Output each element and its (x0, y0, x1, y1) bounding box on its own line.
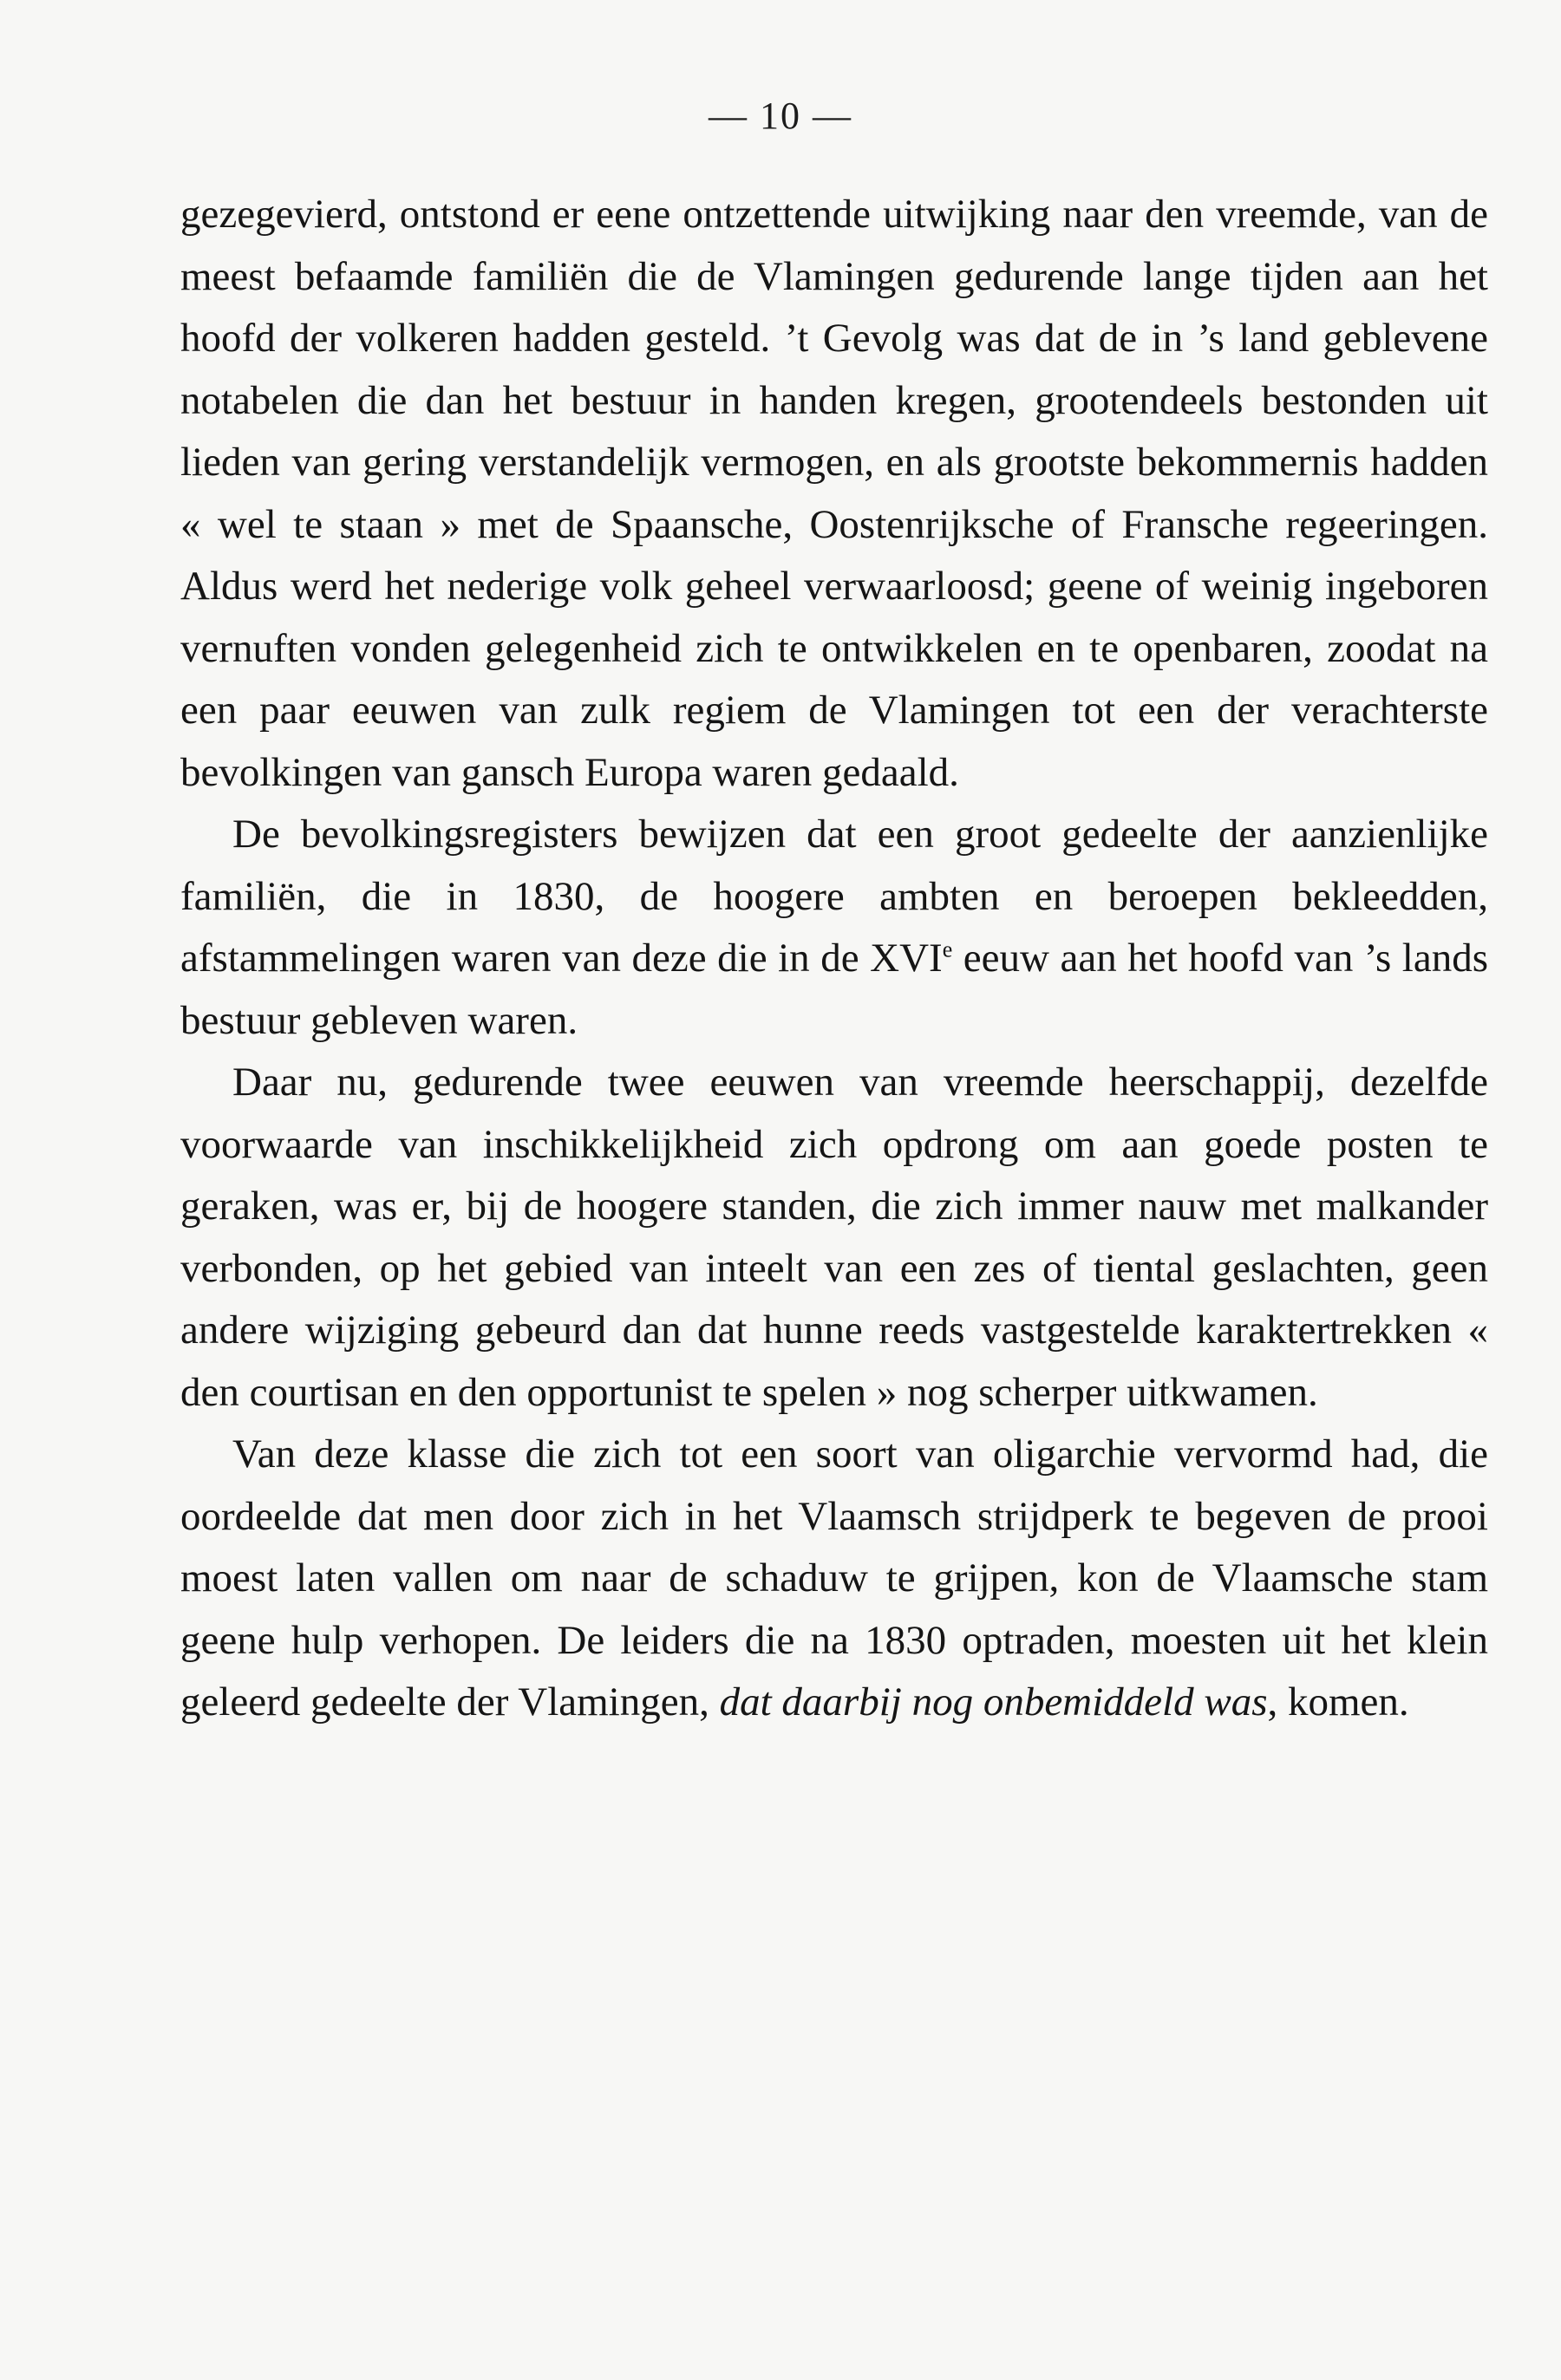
paragraph-4 (180, 1424, 1488, 1734)
paragraph-4-text-after: , komen. (1267, 1679, 1409, 1725)
page-number: — 10 — (709, 95, 852, 137)
page-body (180, 184, 1488, 1734)
paragraph-4-text-before: Van deze klasse die zich tot een soort van oligarchie vervormd had, die oordeelde dat men door zich in het Vlaamsch strijdperk te begeven de prooi moest laten vallen om naar de schaduw te grijpen, kon de Vlaamsche stam geene hulp verhopen. De leiders die na 1830 optraden, moesten uit het klein geleerd gedeelte der Vlamingen, (180, 1431, 1488, 1725)
paragraph-2-text-after: eeuw aan het hoofd van ’s lands bestuur gebleven waren. (180, 936, 1489, 1043)
paragraph-4-italic-phrase: dat daarbij nog onbemiddeld was (719, 1679, 1268, 1725)
paragraph-2 (180, 804, 1488, 1052)
paragraph-2-text-before: De bevolkingsregisters bewijzen dat een groot gedeelte der aanzienlijke familiën, die in 1830, de hoogere ambten en beroepen bekleedden, afstammelingen waren van deze die in de XVI (180, 812, 1488, 981)
century-superscript: e (942, 936, 953, 962)
paragraph-3: Daar nu, gedurende twee eeuwen van vreemde heerschappij, dezelfde voorwaarde van inschikkelijkheid zich opdrong om aan goede posten te geraken, was er, bij de hoogere standen, die zich immer nauw met malkander verbonden, op het gebied van inteelt van een zes of tiental geslachten, geen andere wijziging gebeurd dan dat hunne reeds vastgestelde karaktertrekken « den courtisan en den opportunist te spelen » nog scherper uitkwamen. (180, 1060, 1488, 1415)
paragraph-1: gezegevierd, ontstond er eene ontzettende uitwijking naar den vreemde, van de meest befaamde familiën die de Vlamingen gedurende lange tijden aan het hoofd der volkeren hadden gesteld. ’t Gevolg was dat de in ’s land geblevene notabelen die dan het bestuur in handen kregen, grootendeels bestonden uit lieden van gering verstandelijk vermogen, en als grootste bekommernis hadden « wel te staan » met de Spaansche, Oostenrijksche of Fransche regeeringen. Aldus werd het nederige volk geheel verwaarloosd; geene of weinig ingeboren vernuften vonden gelegenheid zich te ontwikkelen en te openbaren, zoodat na een paar eeuwen van zulk regiem de Vlamingen tot een der verachterste bevolkingen van gansch Europa waren gedaald. (180, 192, 1488, 795)
